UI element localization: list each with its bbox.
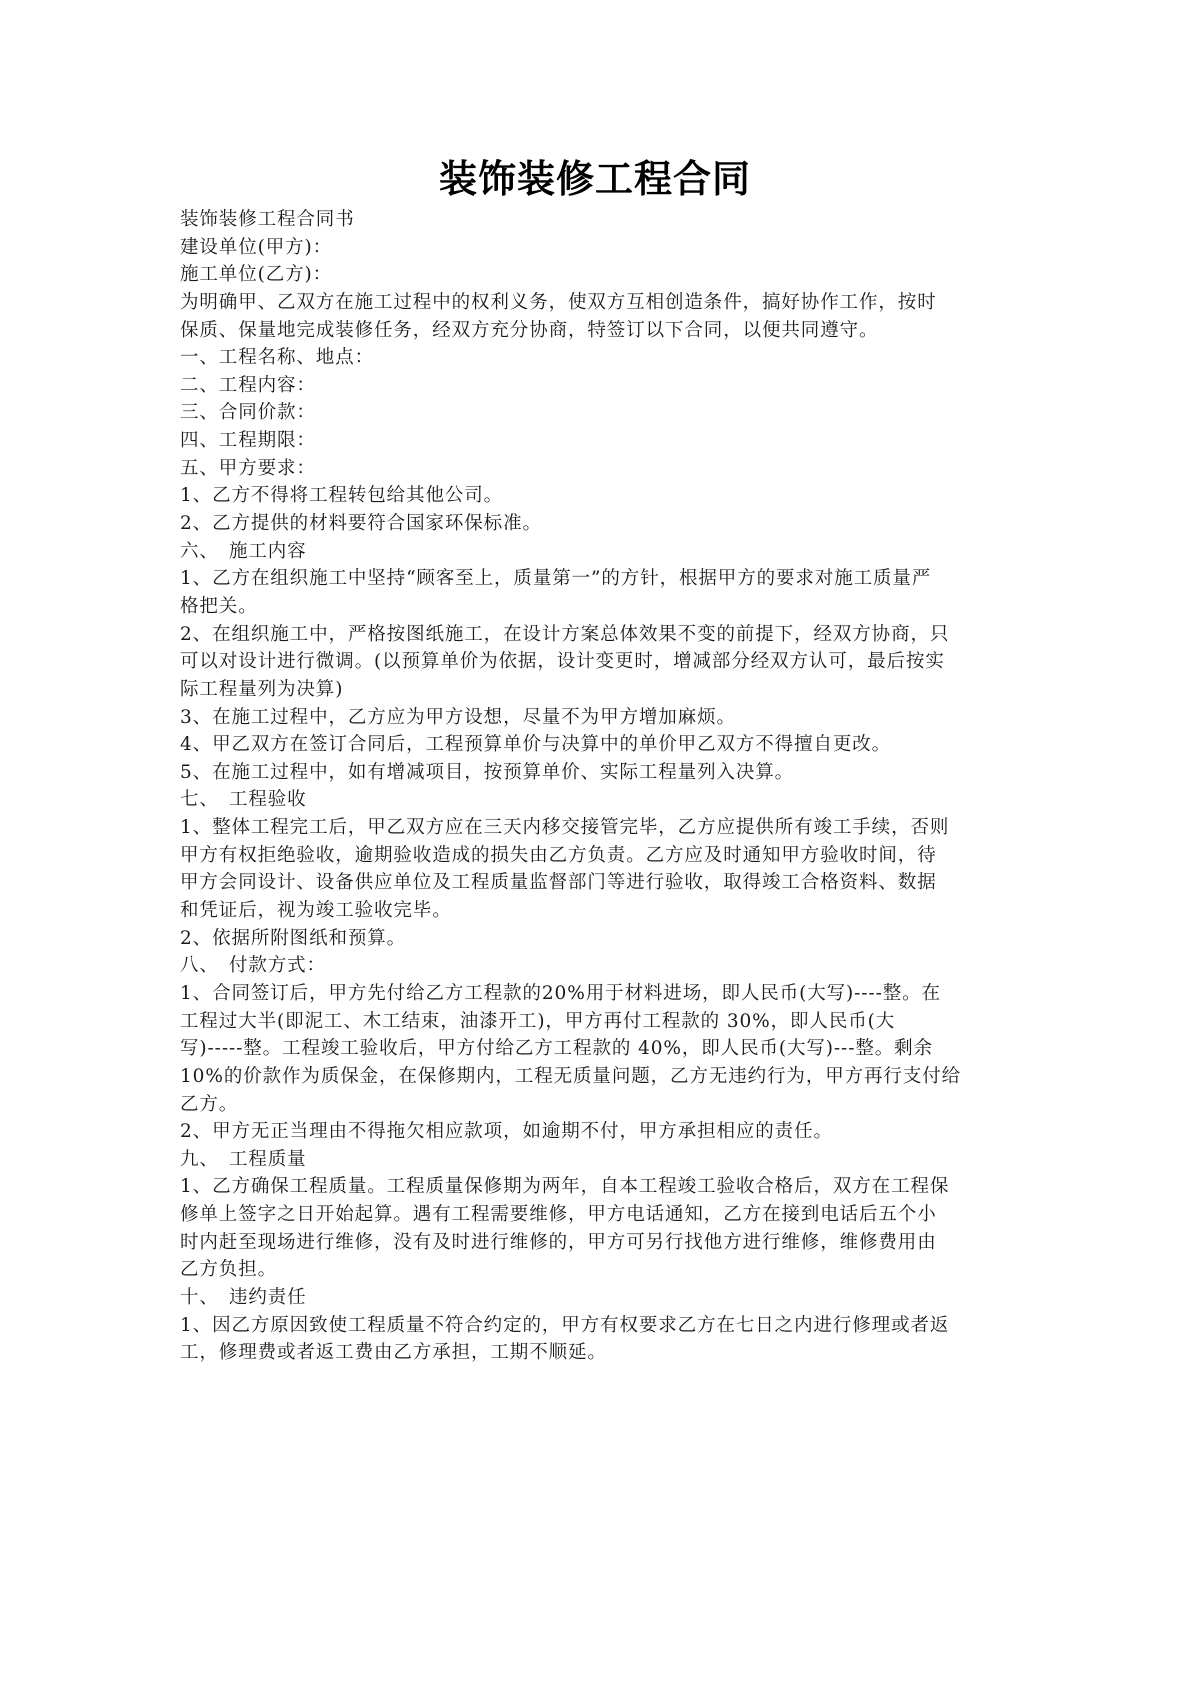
clause-line: 乙方负担。	[180, 1259, 278, 1281]
clause-line: 5、在施工过程中，如有增减项目，按预算单价、实际工程量列入决算。	[180, 761, 795, 783]
clause-line: 1、乙方在组织施工中坚持“顾客至上，质量第一”的方针，根据甲方的要求对施工质量严	[180, 568, 932, 590]
clause-line: 2、甲方无正当理由不得拖欠相应款项，如逾期不付，甲方承担相应的责任。	[180, 1121, 833, 1143]
clause-line: 3、在施工过程中，乙方应为甲方设想，尽量不为甲方增加麻烦。	[180, 706, 736, 728]
clause-line: 4、甲乙双方在签订合同后，工程预算单价与决算中的单价甲乙双方不得擅自更改。	[180, 734, 892, 756]
clause-line: 格把关。	[180, 595, 258, 617]
section-heading: 一、工程名称、地点：	[180, 347, 375, 369]
clause-line: 修单上签字之日开始起算。遇有工程需要维修，甲方电话通知，乙方在接到电话后五个小	[180, 1204, 937, 1226]
section-heading: 九、 工程质量	[180, 1148, 307, 1170]
clause-line: 乙方。	[180, 1093, 239, 1115]
subtitle-line: 装饰装修工程合同书	[180, 209, 355, 230]
clause-line: 2、在组织施工中，严格按图纸施工，在设计方案总体效果不变的前提下，经双方协商，只	[180, 623, 950, 645]
clause-line: 际工程量列为决算)	[180, 678, 344, 700]
section-heading: 三、合同价款：	[180, 402, 316, 424]
party-b-line: 施工单位(乙方)：	[180, 264, 333, 286]
clause-line: 1、因乙方原因致使工程质量不符合约定的，甲方有权要求乙方在七日之内进行修理或者返	[180, 1314, 950, 1336]
section-heading: 六、 施工内容	[180, 540, 307, 562]
clause-line: 1、合同签订后，甲方先付给乙方工程款的20%用于材料进场，即人民币(大写)----整。在	[180, 982, 941, 1004]
clause-line: 时内赶至现场进行维修，没有及时进行维修的，甲方可另行找他方进行维修，维修费用由	[180, 1231, 937, 1253]
clause-line: 写)-----整。工程竣工验收后，甲方付给乙方工程款的 40%，即人民币(大写)---整。剩余	[180, 1038, 933, 1060]
clause-line: 可以对设计进行微调。(以预算单价为依据，设计变更时，增减部分经双方认可，最后按实	[180, 651, 945, 673]
section-heading: 二、工程内容：	[180, 374, 316, 396]
clause-line: 和凭证后，视为竣工验收完毕。	[180, 900, 452, 922]
clause-line: 1、整体工程完工后，甲乙双方应在三天内移交接管完毕，乙方应提供所有竣工手续，否则	[180, 817, 950, 839]
section-heading: 五、甲方要求：	[180, 457, 316, 479]
clause-line: 1、乙方不得将工程转包给其他公司。	[180, 485, 504, 507]
section-heading: 十、 违约责任	[180, 1286, 307, 1308]
clause-line: 甲方有权拒绝验收，逾期验收造成的损失由乙方负责。乙方应及时通知甲方验收时间，待	[180, 844, 937, 866]
section-heading: 四、工程期限：	[180, 430, 316, 452]
clause-line: 甲方会同设计、设备供应单位及工程质量监督部门等进行验收，取得竣工合格资料、数据	[180, 872, 937, 894]
document-title: 装饰装修工程合同	[438, 157, 751, 201]
clause-line: 2、依据所附图纸和预算。	[180, 927, 407, 949]
clause-line: 10%的价款作为质保金，在保修期内，工程无质量问题，乙方无违约行为，甲方再行支付给	[180, 1065, 962, 1087]
preamble-line: 为明确甲、乙双方在施工过程中的权利义务，使双方互相创造条件，搞好协作工作，按时	[180, 291, 937, 313]
clause-line: 工，修理费或者返工费由乙方承担，工期不顺延。	[180, 1342, 607, 1364]
clause-line: 工程过大半(即泥工、木工结束，油漆开工)，甲方再付工程款的 30%，即人民币(大	[180, 1010, 896, 1032]
clause-line: 1、乙方确保工程质量。工程质量保修期为两年，自本工程竣工验收合格后，双方在工程保	[180, 1176, 950, 1198]
clause-line: 2、乙方提供的材料要符合国家环保标准。	[180, 513, 542, 535]
party-a-line: 建设单位(甲方)：	[180, 236, 333, 258]
section-heading: 八、 付款方式：	[180, 955, 326, 977]
section-heading: 七、 工程验收	[180, 789, 307, 811]
document-body	[180, 206, 1015, 1367]
preamble-line: 保质、保量地完成装修任务，经双方充分协商，特签订以下合同，以便共同遵守。	[180, 319, 879, 341]
